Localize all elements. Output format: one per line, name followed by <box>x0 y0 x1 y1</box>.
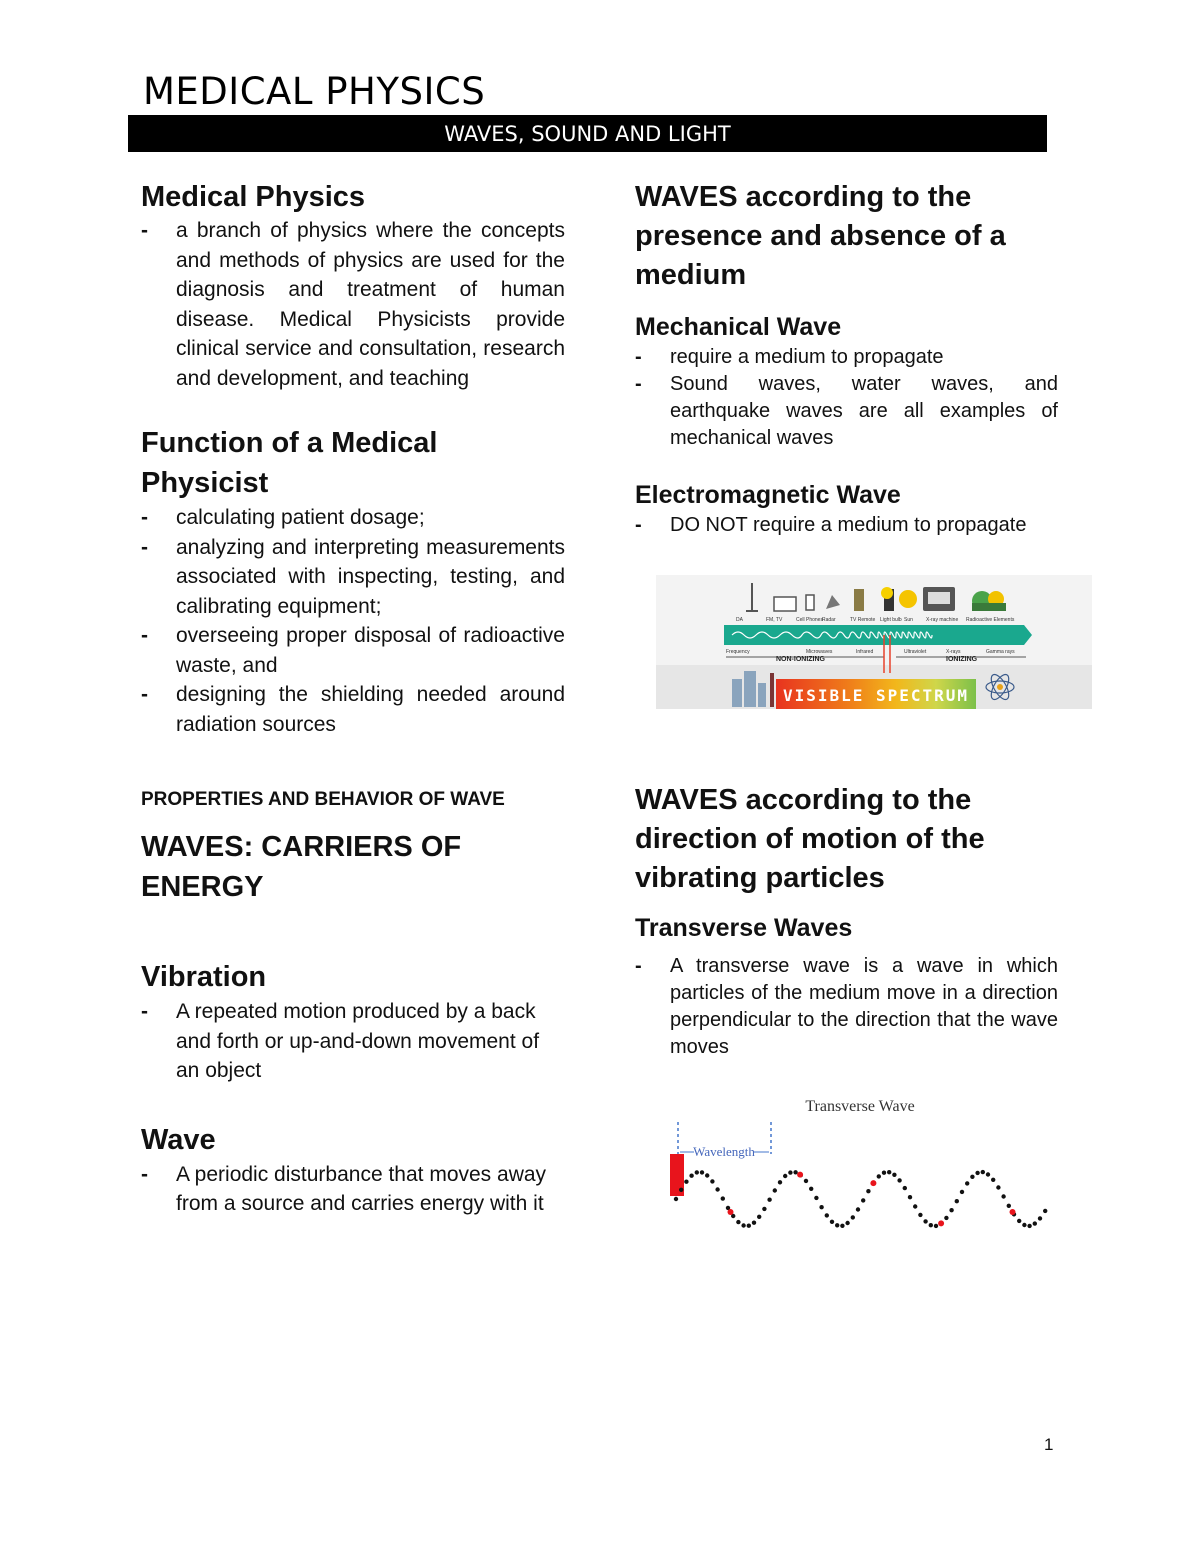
wave-particle <box>908 1195 912 1199</box>
vibration-list <box>141 997 565 1086</box>
svg-text:FM, TV: FM, TV <box>766 617 783 623</box>
left-column <box>141 178 565 1219</box>
wave-particle <box>1007 1204 1011 1208</box>
wave-particle <box>741 1223 745 1227</box>
function-list <box>141 503 565 739</box>
list-item: - analyzing and interpreting measurements associated with inspecting, testing, and calibrating equipment; <box>141 535 565 618</box>
wave-particle <box>1001 1194 1005 1198</box>
wave-particle <box>752 1221 756 1225</box>
wave-particle <box>996 1185 1000 1189</box>
svg-text:Infrared: Infrared <box>856 649 874 655</box>
medical-physics-heading: Medical Physics <box>141 181 366 213</box>
wave-particle <box>929 1223 933 1227</box>
function-heading: Function of a Medical Physicist <box>141 427 438 499</box>
wave-particle <box>778 1180 782 1184</box>
wave-particle <box>955 1199 959 1203</box>
transverse-wave-figure <box>660 1092 1060 1242</box>
highlighted-particle <box>797 1172 803 1178</box>
medical-physics-list <box>141 216 565 393</box>
wave-particle <box>960 1190 964 1194</box>
section-banner: WAVES, SOUND AND LIGHT <box>128 115 1047 152</box>
vibration-heading: Vibration <box>141 961 267 993</box>
svg-text:X-rays: X-rays <box>946 649 961 655</box>
highlighted-particle <box>870 1180 876 1186</box>
wave-particle <box>856 1207 860 1211</box>
wave-particle <box>773 1188 777 1192</box>
properties-heading: PROPERTIES AND BEHAVIOR OF WAVE <box>141 789 505 810</box>
highlighted-particle <box>728 1209 734 1215</box>
list-item: - A repeated motion produced by a back and forth or up-and-down movement of an object <box>141 1000 540 1082</box>
wave-particle <box>913 1204 917 1208</box>
wave-particle <box>986 1172 990 1176</box>
wave-particle <box>767 1198 771 1202</box>
svg-text:Sun: Sun <box>904 617 913 623</box>
wave-particle <box>991 1178 995 1182</box>
electromagnetic-wave-heading: Electromagnetic Wave <box>635 481 901 509</box>
highlighted-particle <box>938 1220 944 1226</box>
non-ionizing-label: NON-IONIZING <box>776 656 825 663</box>
dash-bullet: - <box>141 219 148 242</box>
direction-heading: WAVES according to the direction of motion of the vibrating particles <box>635 784 985 894</box>
wave-particle <box>1038 1216 1042 1220</box>
wave-particle <box>840 1224 844 1228</box>
svg-text:Light bulb: Light bulb <box>880 617 902 623</box>
svg-text:Frequency: Frequency <box>726 649 750 655</box>
wave-particle <box>700 1170 704 1174</box>
wave-particle <box>975 1171 979 1175</box>
list-item: - require a medium to propagate <box>635 346 944 368</box>
wave-particle <box>970 1175 974 1179</box>
wave-particle <box>845 1221 849 1225</box>
wave-particle <box>877 1174 881 1178</box>
wave-particle <box>1022 1223 1026 1227</box>
svg-text:Gamma rays: Gamma rays <box>986 649 1015 655</box>
transverse-wave-title: Transverse Wave <box>805 1098 915 1115</box>
wave-list <box>141 1160 565 1219</box>
svg-text:X-ray machine: X-ray machine <box>926 617 959 623</box>
sun-icon <box>899 590 917 608</box>
wave-particle <box>1043 1209 1047 1213</box>
svg-text:TV Remote: TV Remote <box>850 617 876 623</box>
list-item: - overseeing proper disposal of radioactive waste, and <box>141 624 565 677</box>
wave-particle <box>695 1170 699 1174</box>
wave-particle <box>715 1187 719 1191</box>
wave-particle <box>674 1197 678 1201</box>
wave-particle <box>882 1171 886 1175</box>
wave-particle <box>793 1170 797 1174</box>
wave-particle <box>923 1219 927 1223</box>
wave-particle <box>861 1198 865 1202</box>
wave-particle <box>903 1186 907 1190</box>
list-item: - designing the shielding needed around radiation sources <box>141 683 565 736</box>
wave-particle <box>705 1173 709 1177</box>
wave-particle <box>892 1173 896 1177</box>
highlighted-particle <box>1010 1209 1016 1215</box>
list-item: - A transverse wave is a wave in which particles of the medium move in a direction perpendicular to the direction that the wave moves <box>635 955 1058 1058</box>
wave-particle <box>1033 1221 1037 1225</box>
phone-icon <box>806 595 814 610</box>
electromagnetic-spectrum-figure <box>656 575 1092 709</box>
wave-particles <box>674 1170 1048 1228</box>
wave-particle <box>965 1181 969 1185</box>
transverse-waves-heading: Transverse Waves <box>635 914 853 942</box>
list-item: - A periodic disturbance that moves away from a source and carries energy with it <box>141 1162 547 1215</box>
wavelength-label: Wavelength <box>693 1144 755 1159</box>
wave-particle <box>710 1179 714 1183</box>
wave-particle <box>788 1170 792 1174</box>
wave-particle <box>814 1196 818 1200</box>
tv-icon <box>774 597 796 611</box>
transverse-waves-list <box>635 953 1058 1061</box>
mechanical-wave-list <box>635 344 1058 452</box>
wave-particle <box>851 1215 855 1219</box>
wave-particle <box>866 1189 870 1193</box>
svg-text:Cell Phones: Cell Phones <box>796 617 823 623</box>
mechanical-wave-heading: Mechanical Wave <box>635 313 842 341</box>
wave-particle <box>819 1205 823 1209</box>
wave-particle <box>762 1207 766 1211</box>
wave-heading: Wave <box>141 1123 216 1156</box>
wave-particle <box>809 1187 813 1191</box>
wave-particle <box>981 1170 985 1174</box>
svg-text:Radar: Radar <box>822 617 836 623</box>
wave-particle <box>736 1220 740 1224</box>
remote-icon <box>854 589 864 611</box>
wave-particle <box>830 1220 834 1224</box>
svg-text:Ultraviolet: Ultraviolet <box>904 649 927 655</box>
wave-particle <box>804 1179 808 1183</box>
wave-particle <box>747 1224 751 1228</box>
wave-particle <box>1017 1219 1021 1223</box>
ionizing-label: IONIZING <box>946 656 978 663</box>
wave-particle <box>887 1170 891 1174</box>
wave-particle <box>949 1208 953 1212</box>
svg-text:Radioactive Elements: Radioactive Elements <box>966 617 1015 623</box>
wave-particle <box>825 1213 829 1217</box>
wave-particle <box>783 1174 787 1178</box>
svg-text:DA: DA <box>736 617 743 623</box>
wave-particle <box>835 1223 839 1227</box>
wave-particle <box>1027 1224 1031 1228</box>
wave-particle <box>897 1178 901 1182</box>
list-item: - DO NOT require a medium to propagate <box>635 514 1027 536</box>
electromagnetic-wave-list <box>635 512 1058 539</box>
radioactive-icon <box>972 591 1006 611</box>
wave-particle <box>944 1216 948 1220</box>
list-item: - calculating patient dosage; <box>141 506 425 529</box>
document-title: MEDICAL PHYSICS <box>143 70 486 113</box>
page-number: 1 <box>1044 1435 1054 1454</box>
wave-particle <box>689 1174 693 1178</box>
wave-particle <box>757 1215 761 1219</box>
wave-particle <box>918 1213 922 1217</box>
svg-text:Microwaves: Microwaves <box>806 649 833 655</box>
wave-particle <box>684 1180 688 1184</box>
list-item: - Sound waves, water waves, and earthquake waves are all examples of mechanical waves <box>635 373 1058 449</box>
medium-heading: WAVES according to the presence and absence of a medium <box>635 181 1006 291</box>
carriers-heading: WAVES: CARRIERS OF ENERGY <box>141 831 462 903</box>
visible-spectrum-label: VISIBLE SPECTRUM <box>782 686 970 705</box>
wave-particle <box>721 1196 725 1200</box>
wave-particle <box>934 1224 938 1228</box>
lightbulb-icon <box>881 587 893 599</box>
wave-particle <box>679 1188 683 1192</box>
list-item: - a branch of physics where the concepts and methods of physics are used for the diagnosis and treatment of human disease. Medical Physicists provide clinical service and consultation, research and development, and teaching <box>141 216 565 393</box>
